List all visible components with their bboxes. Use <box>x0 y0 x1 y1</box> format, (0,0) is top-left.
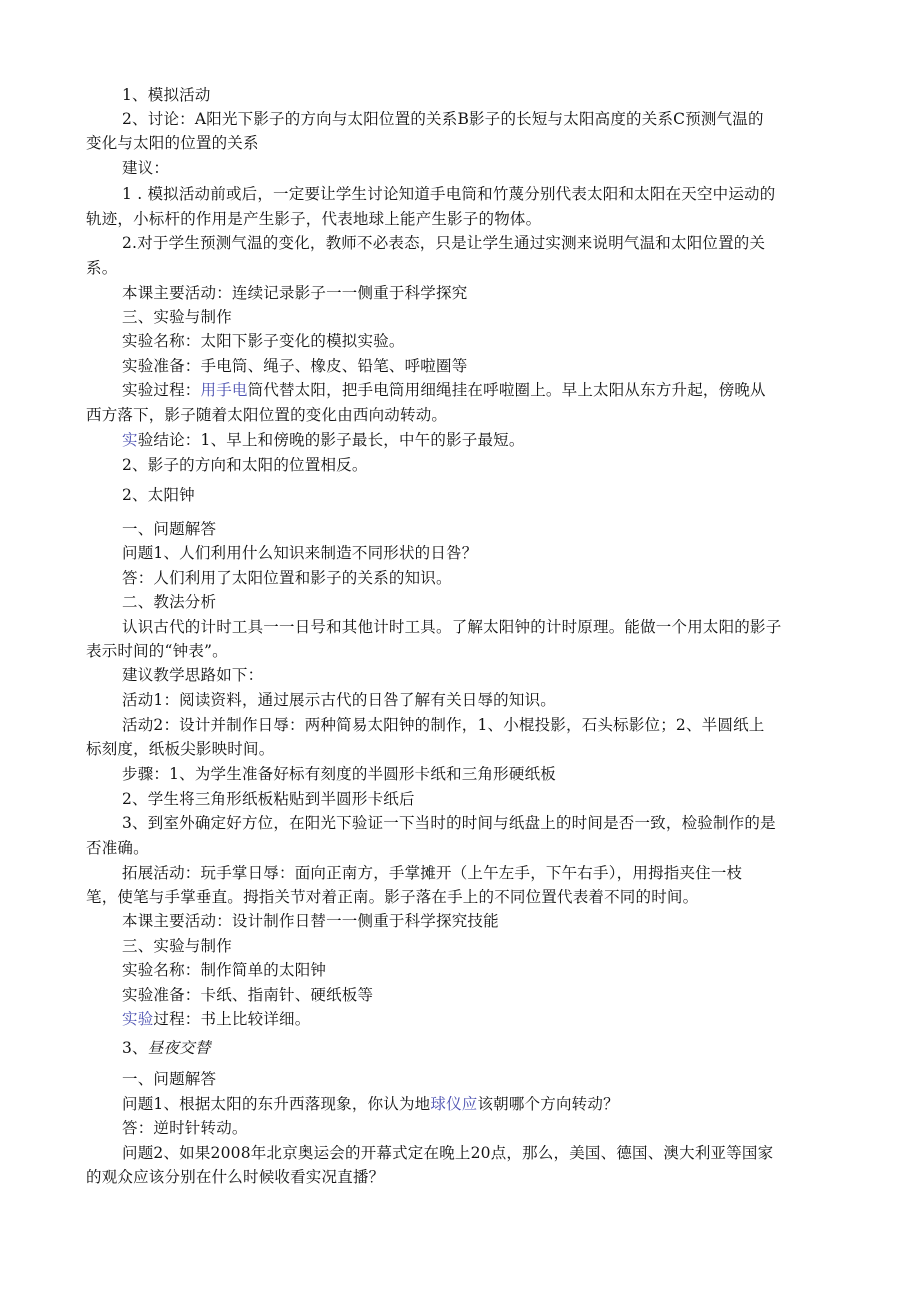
paragraph-line <box>122 430 525 450</box>
text-run: 过程：书上比较详细。 <box>153 1010 311 1028</box>
paragraph-line: 认识古代的计时工具一一日号和其他计时工具。了解太阳钟的计时原理。能做一个用太阳的影子 <box>122 618 782 636</box>
text-run: 该朝哪个方向转动？ <box>477 1095 619 1113</box>
section-heading: 二、教法分析 <box>122 593 217 611</box>
paragraph-line: 3、到室外确定好方位，在阳光下验证一下当时的时间与纸盘上的时间是否一致，检验制作的是 <box>122 814 776 832</box>
paragraph-line: 2.对于学生预测气温的变化，教师不必表态，只是让学生通过实测来说明气温和太阳位置的关 <box>122 234 766 252</box>
paragraph-line: 活动1：阅读资料，通过展示古代的日咎了解有关日辱的知识。 <box>122 691 556 709</box>
paragraph-line: 问题1、人们利用什么知识来制造不同形状的日咎？ <box>122 544 478 562</box>
highlighted-text: 球仪应 <box>430 1095 478 1113</box>
heading-day-night <box>122 1038 211 1058</box>
paragraph-line: 轨迹，小标杆的作用是产生影子，代表地球上能产生影子的物体。 <box>86 210 542 228</box>
paragraph-line <box>122 380 766 400</box>
paragraph-line: 系。 <box>86 259 118 277</box>
paragraph-line: 本课主要活动：连续记录影子一一侧重于科学探究 <box>122 284 468 302</box>
paragraph-line: 拓展活动：玩手掌日辱：面向正南方，手掌摊开（上午左手，下午右手），用拇指夹住一枝 <box>122 864 743 882</box>
paragraph-line: 2、影子的方向和太阳的位置相反。 <box>122 456 368 474</box>
paragraph-line: 问题2、如果2008年北京奥运会的开幕式定在晚上20点，那么，美国、德国、澳大利亚等国家 <box>122 1144 774 1162</box>
section-heading: 一、问题解答 <box>122 520 217 538</box>
highlighted-text: 实 <box>122 431 138 449</box>
text-run: 实验过程： <box>122 381 201 399</box>
section-heading: 三、实验与制作 <box>122 308 232 326</box>
paragraph-line: 活动2：设计并制作日辱：两种简易太阳钟的制作，1、小棍投影，石头标影位；2、半圆纸上 <box>122 716 765 734</box>
text-run: 3、 <box>122 1039 148 1057</box>
section-heading: 一、问题解答 <box>122 1070 217 1088</box>
heading-sun-clock: 2、太阳钟 <box>122 486 195 504</box>
section-heading: 三、实验与制作 <box>122 937 232 955</box>
text-run: 验结论：1、早上和傍晚的影子最长，中午的影子最短。 <box>137 431 525 449</box>
paragraph-line: 本课主要活动：设计制作日替一一侧重于科学探究技能 <box>122 912 499 930</box>
paragraph-line: 答：逆时针转动。 <box>122 1119 248 1137</box>
paragraph-line: 建议： <box>122 159 170 177</box>
paragraph-line: 建议教学思路如下： <box>122 666 264 684</box>
heading-simulation-activity: 1、模拟活动 <box>122 86 211 104</box>
paragraph-line: 西方落下，影子随着太阳位置的变化由西向动转动。 <box>86 406 448 424</box>
paragraph-line: 答：人们利用了太阳位置和影子的关系的知识。 <box>122 569 452 587</box>
paragraph-line: 标刻度，纸板尖影映时间。 <box>86 740 275 758</box>
paragraph-line: 笔，使笔与手掌垂直。拇指关节对着正南。影子落在手上的不同位置代表着不同的时间。 <box>86 888 699 906</box>
paragraph-line <box>122 1009 310 1029</box>
paragraph-line: 2、学生将三角形纸板粘贴到半圆形卡纸后 <box>122 790 415 808</box>
paragraph-line: 1 . 模拟活动前或后，一定要让学生讨论知道手电筒和竹蔑分别代表太阳和太阳在天空中运动的 <box>122 185 776 203</box>
paragraph-line: 表示时间的“钟表”。 <box>86 642 228 660</box>
paragraph-line <box>122 1094 619 1114</box>
paragraph-line: 实验名称：太阳下影子变化的模拟实验。 <box>122 332 405 350</box>
highlighted-text: 实验 <box>122 1010 154 1028</box>
italic-title: 昼夜交替 <box>147 1039 211 1057</box>
text-run: 筒代替太阳，把手电筒用细绳挂在呼啦圈上。早上太阳从东方升起，傍晚从 <box>247 381 766 399</box>
paragraph-line: 步骤：1、为学生准备好标有刻度的半圆形卡纸和三角形硬纸板 <box>122 765 556 783</box>
paragraph-line: 实验名称：制作简单的太阳钟 <box>122 961 327 979</box>
text-run: 问题1、根据太阳的东升西落现象，你认为地 <box>122 1095 431 1113</box>
paragraph-line: 变化与太阳的位置的关系 <box>86 134 259 152</box>
paragraph-line: 的观众应该分别在什么时候收看实况直播？ <box>86 1168 385 1186</box>
paragraph-line: 实验准备：手电筒、绳子、橡皮、铅笔、呼啦圈等 <box>122 357 468 375</box>
paragraph-line: 实验准备：卡纸、指南针、硬纸板等 <box>122 986 374 1004</box>
paragraph-line: 2、讨论：A阳光下影子的方向与太阳位置的关系B影子的长短与太阳高度的关系C预测气温的 <box>122 110 764 128</box>
highlighted-text: 用手电 <box>200 381 248 399</box>
paragraph-line: 否准确。 <box>86 839 149 857</box>
